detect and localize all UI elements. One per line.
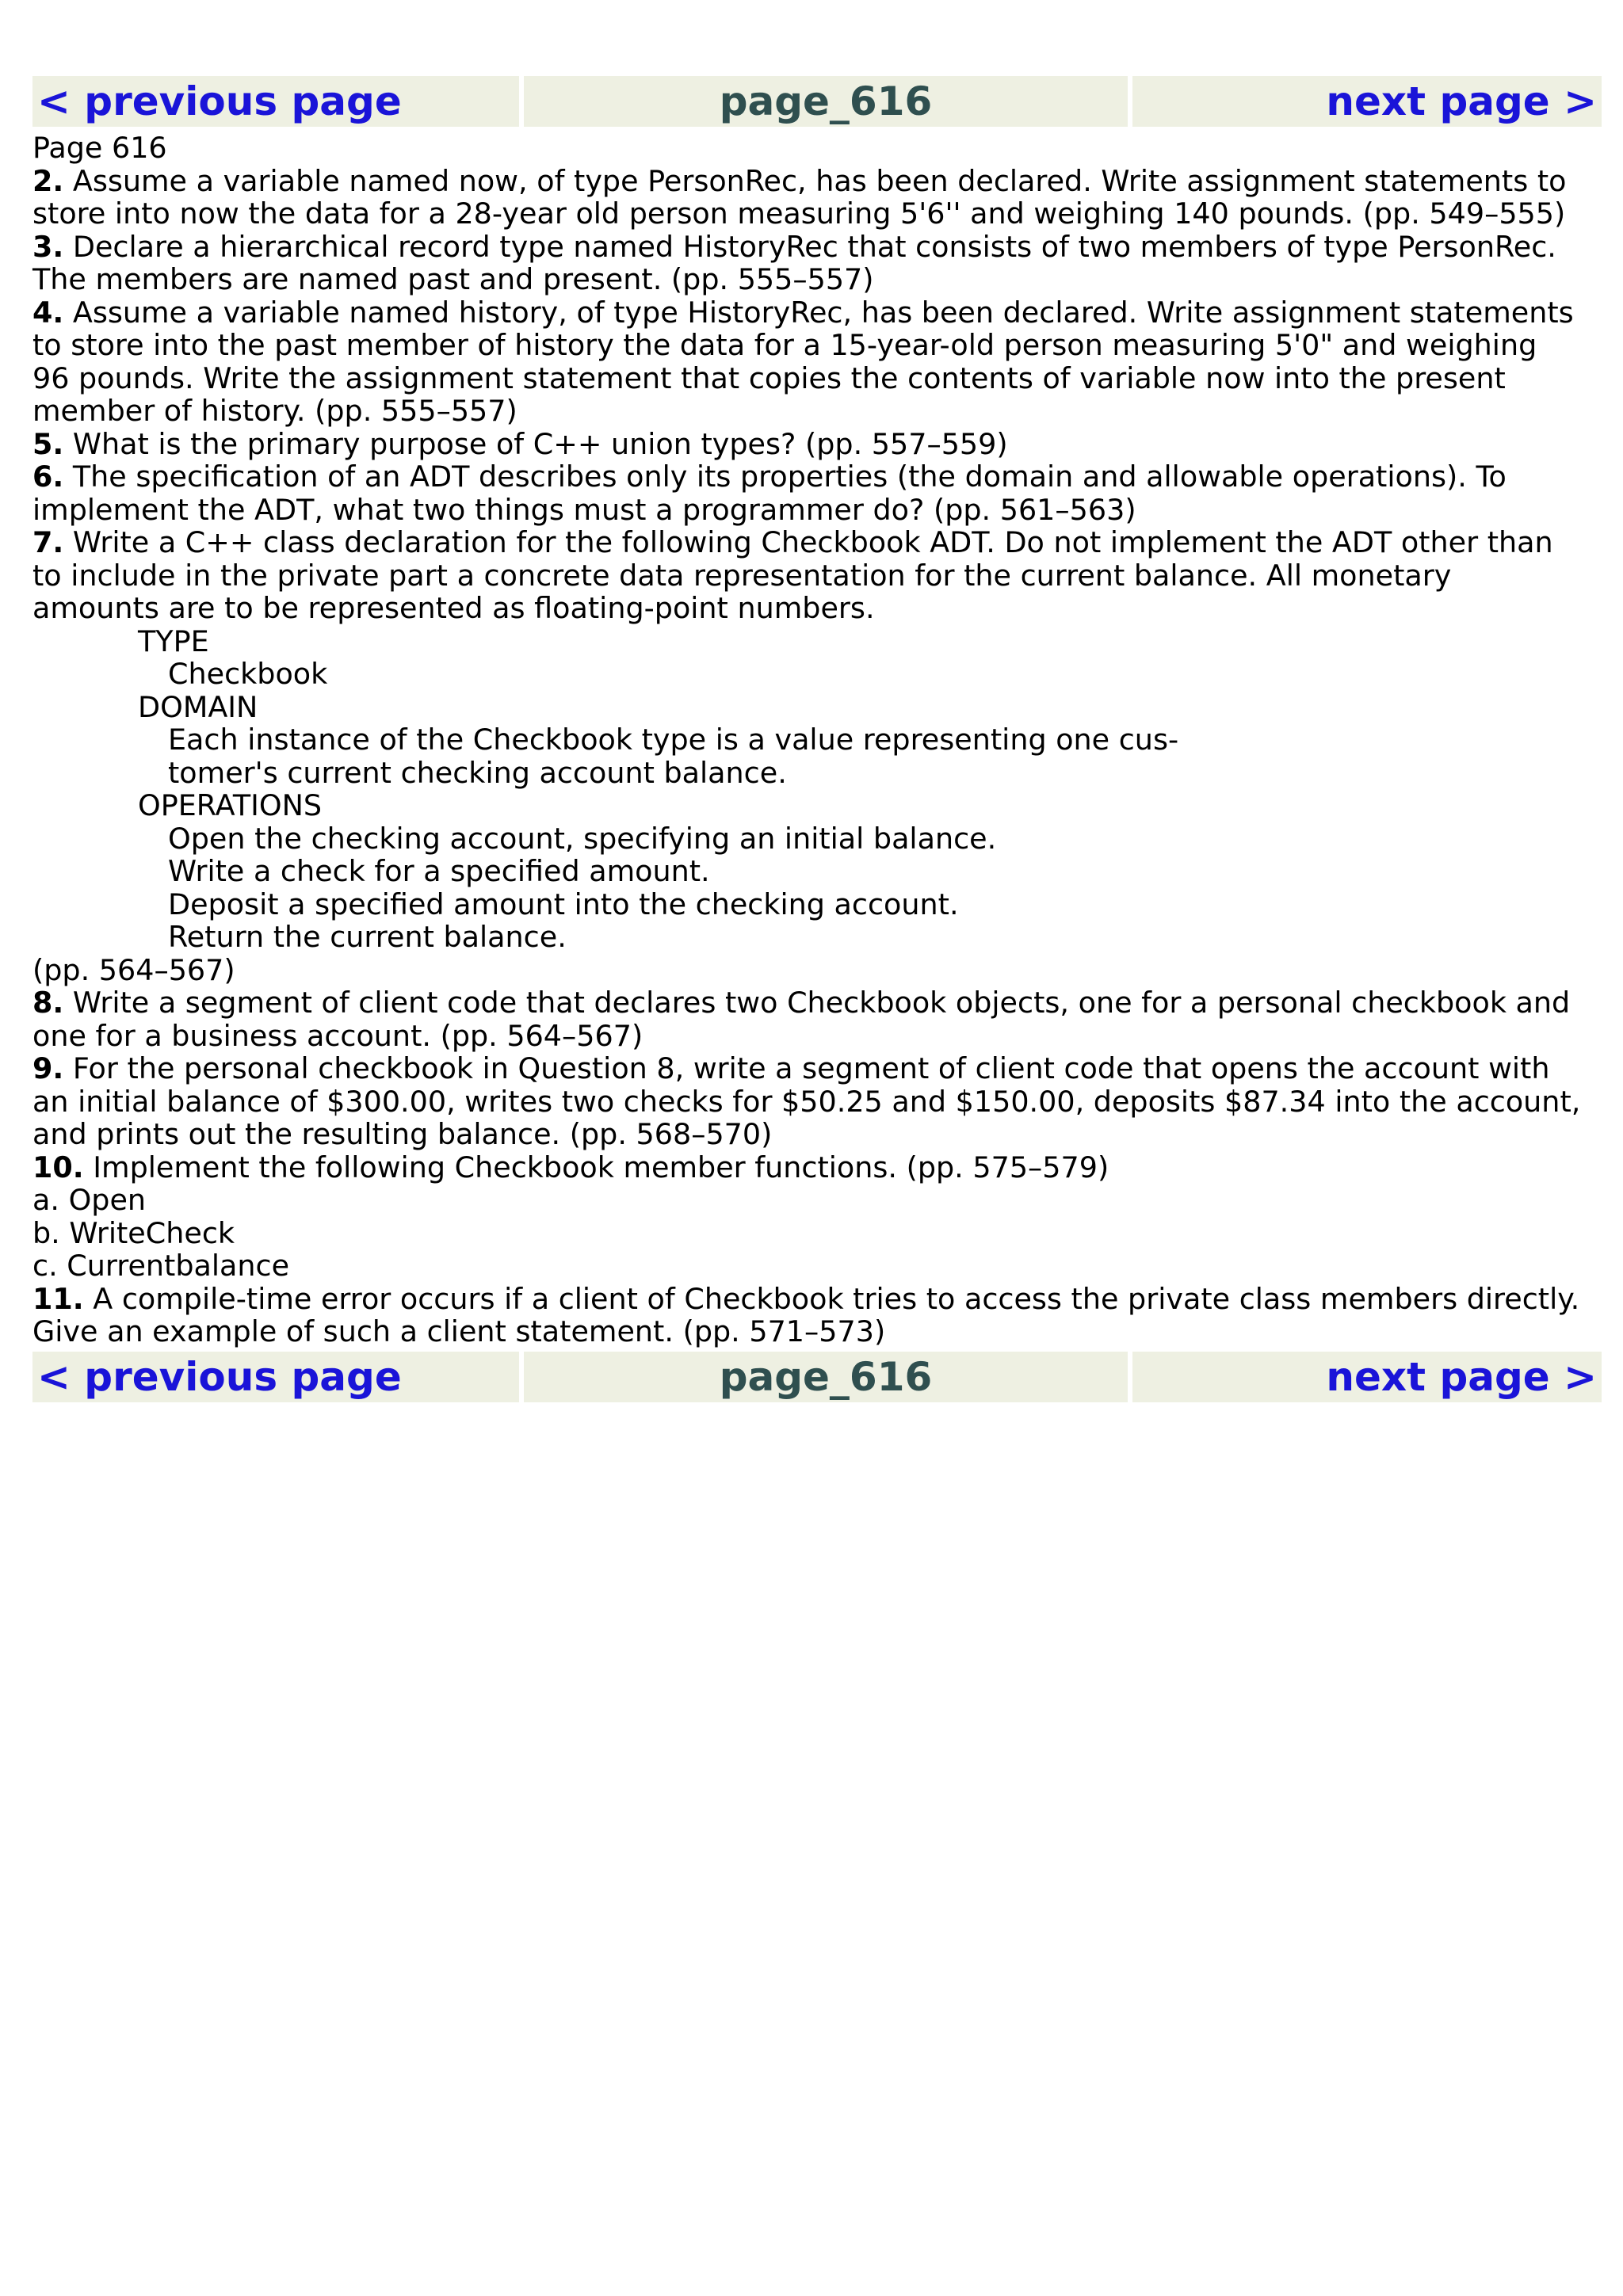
question-text: Declare a hierarchical record type named HistoryRec that consists of two members of type PersonRec.	[63, 229, 1556, 264]
question-text: and prints out the resulting balance. (pp. 568–570)	[32, 1117, 773, 1151]
question-text: Implement the following Checkbook member functions. (pp. 575–579)	[83, 1150, 1109, 1184]
next-page-link[interactable]: next page >	[1132, 1352, 1602, 1402]
question-5	[32, 428, 1602, 461]
spec-operation: Return the current balance.	[168, 920, 567, 954]
question-text: Give an example of such a client statement. (pp. 571–573)	[32, 1314, 886, 1348]
page-content	[32, 132, 1602, 1348]
question-text: For the personal checkbook in Question 8, write a segment of client code that opens the account with	[63, 1051, 1550, 1085]
question-number: 6.	[32, 460, 64, 494]
page-container	[32, 76, 1602, 1402]
question-4	[32, 296, 1602, 428]
question-text: The members are named past and present. (pp. 555–557)	[32, 262, 874, 296]
question-text: store into now the data for a 28-year old person measuring 5'6'' and weighing 140 pounds. (pp. 549–555)	[32, 196, 1566, 231]
spec-operation: Open the checking account, specifying an initial balance.	[168, 821, 997, 856]
question-text: to include in the private part a concrete data representation for the current balance. All monetary	[32, 558, 1452, 593]
previous-page-link[interactable]: < previous page	[32, 76, 519, 127]
adt-specification	[32, 625, 1602, 954]
spec-operation: Deposit a specified amount into the checking account.	[168, 887, 959, 921]
question-number: 4.	[32, 295, 64, 330]
spec-domain-heading: DOMAIN	[138, 689, 258, 724]
question-2	[32, 165, 1602, 231]
question-9	[32, 1052, 1602, 1151]
next-page-link[interactable]: next page >	[1132, 76, 1602, 127]
question-text: amounts are to be represented as floating-point numbers.	[32, 591, 875, 625]
spec-type-heading: TYPE	[138, 624, 209, 658]
bottom-nav-bar	[32, 1352, 1602, 1402]
question-text: Write a C++ class declaration for the following Checkbook ADT. Do not implement the ADT other than	[63, 525, 1553, 559]
page-header: Page 616	[32, 131, 167, 165]
question-10	[32, 1151, 1602, 1283]
question-3	[32, 231, 1602, 296]
list-item: b. WriteCheck	[32, 1215, 235, 1250]
question-number: 2.	[32, 163, 64, 198]
question-text: member of history. (pp. 555–557)	[32, 394, 517, 428]
list-item: a. Open	[32, 1183, 147, 1217]
list-item: c. Currentbalance	[32, 1249, 290, 1283]
question-text: implement the ADT, what two things must a programmer do? (pp. 561–563)	[32, 492, 1136, 527]
top-nav-bar	[32, 76, 1602, 127]
question-11	[32, 1283, 1602, 1348]
previous-page-link[interactable]: < previous page	[32, 1352, 519, 1402]
page-label: page_616	[524, 1352, 1128, 1402]
question-number: 3.	[32, 229, 64, 264]
question-8	[32, 986, 1602, 1052]
spec-domain-text: tomer's current checking account balance.	[168, 755, 787, 790]
question-number: 7.	[32, 525, 64, 559]
question-number: 5.	[32, 426, 64, 461]
question-7	[32, 526, 1602, 986]
question-text: Write a segment of client code that declares two Checkbook objects, one for a personal checkbook and	[63, 986, 1571, 1020]
page-label: page_616	[524, 76, 1128, 127]
question-number: 9.	[32, 1051, 64, 1085]
question-text: 96 pounds. Write the assignment statement that copies the contents of variable now into the present	[32, 360, 1506, 395]
spec-type-value: Checkbook	[168, 657, 328, 691]
question-number: 10.	[32, 1150, 84, 1184]
spec-domain-text: Each instance of the Checkbook type is a value representing one cus-	[168, 723, 1179, 757]
question-text: to store into the past member of history the data for a 15-year-old person measuring 5'0" and weighing	[32, 328, 1537, 362]
question-6	[32, 460, 1602, 526]
question-text: an initial balance of $300.00, writes two checks for $50.25 and $150.00, deposits $87.34 into the account,	[32, 1084, 1581, 1119]
spec-operations-heading: OPERATIONS	[138, 788, 323, 822]
question-text: What is the primary purpose of C++ union types? (pp. 557–559)	[63, 426, 1008, 461]
question-page-ref: (pp. 564–567)	[32, 952, 235, 987]
spec-operation: Write a check for a specified amount.	[168, 854, 710, 888]
question-text: The specification of an ADT describes only its properties (the domain and allowable operations). To	[63, 460, 1507, 494]
question-text: Assume a variable named now, of type PersonRec, has been declared. Write assignment statements to	[63, 163, 1567, 198]
question-number: 8.	[32, 986, 64, 1020]
question-text: Assume a variable named history, of type HistoryRec, has been declared. Write assignment statements	[63, 295, 1574, 330]
question-number: 11.	[32, 1281, 84, 1316]
question-text: one for a business account. (pp. 564–567)	[32, 1018, 643, 1053]
question-text: A compile-time error occurs if a client of Checkbook tries to access the private class members directly.	[83, 1281, 1580, 1316]
